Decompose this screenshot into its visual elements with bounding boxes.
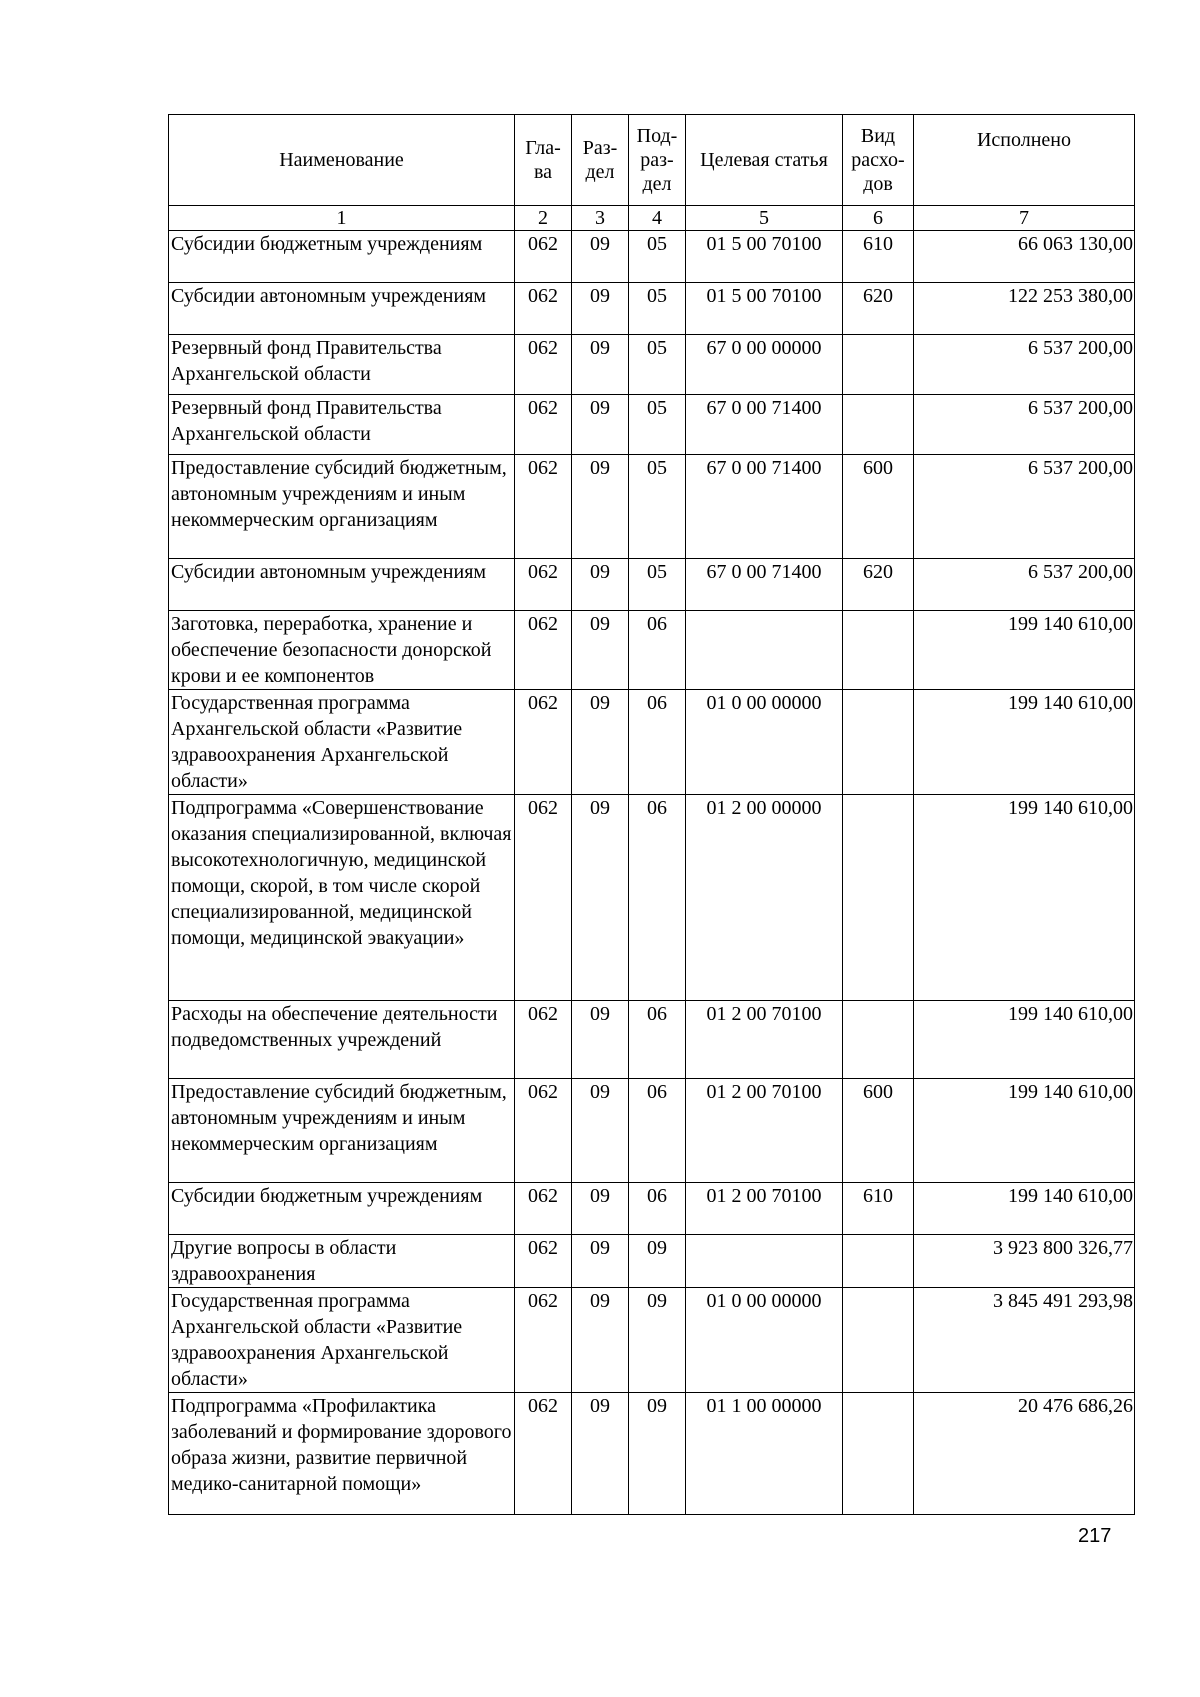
row-target: 01 1 00 00000	[686, 1393, 843, 1515]
header-chapter	[515, 115, 572, 206]
row-target: 01 0 00 00000	[686, 1288, 843, 1393]
row-subsection: 06	[629, 690, 686, 795]
column-number: 6	[843, 206, 914, 231]
row-section: 09	[572, 690, 629, 795]
row-expense-type: 600	[843, 1079, 914, 1183]
row-target	[686, 611, 843, 690]
row-subsection: 06	[629, 1183, 686, 1235]
row-name: Подпрограмма «Совершенствование оказания специализированной, включая высокотехнологичную, медицинской помощи, скорой, в том числе скорой специализированной, медицинской помощи, медицинской эвакуации»	[169, 795, 515, 1001]
row-name: Предоставление субсидий бюджетным, автономным учреждениям и иным некоммерческим организациям	[169, 455, 515, 559]
row-section: 09	[572, 1393, 629, 1515]
row-chapter: 062	[515, 611, 572, 690]
row-subsection: 05	[629, 283, 686, 335]
row-chapter: 062	[515, 283, 572, 335]
row-section: 09	[572, 559, 629, 611]
row-subsection: 09	[629, 1235, 686, 1288]
row-chapter: 062	[515, 1001, 572, 1079]
row-target: 01 5 00 70100	[686, 231, 843, 283]
row-executed: 3 923 800 326,77	[914, 1235, 1135, 1288]
row-chapter: 062	[515, 1079, 572, 1183]
row-chapter: 062	[515, 1183, 572, 1235]
table-row	[169, 1393, 1135, 1515]
row-executed: 6 537 200,00	[914, 455, 1135, 559]
row-name: Государственная программа Архангельской области «Развитие здравоохранения Архангельской области»	[169, 690, 515, 795]
row-subsection: 05	[629, 395, 686, 455]
row-name: Подпрограмма «Профилактика заболеваний и формирование здорового образа жизни, развитие первичной медико-санитарной помощи»	[169, 1393, 515, 1515]
row-target: 01 2 00 70100	[686, 1001, 843, 1079]
table-row	[169, 1001, 1135, 1079]
row-executed: 199 140 610,00	[914, 795, 1135, 1001]
row-name: Другие вопросы в области здравоохранения	[169, 1235, 515, 1288]
row-target: 01 5 00 70100	[686, 283, 843, 335]
row-executed: 199 140 610,00	[914, 690, 1135, 795]
column-number: 3	[572, 206, 629, 231]
table-row	[169, 690, 1135, 795]
row-executed: 6 537 200,00	[914, 335, 1135, 395]
row-expense-type: 620	[843, 559, 914, 611]
row-target: 67 0 00 00000	[686, 335, 843, 395]
budget-table	[168, 114, 1135, 1515]
row-executed: 66 063 130,00	[914, 231, 1135, 283]
header-subsection	[629, 115, 686, 206]
header-executed: Исполнено	[914, 115, 1135, 206]
column-number: 2	[515, 206, 572, 231]
row-section: 09	[572, 455, 629, 559]
header-chapter-text: Гла- ва	[525, 137, 561, 183]
row-chapter: 062	[515, 455, 572, 559]
row-expense-type: 620	[843, 283, 914, 335]
row-section: 09	[572, 1001, 629, 1079]
row-target: 01 2 00 70100	[686, 1183, 843, 1235]
header-section-text: Раз- дел	[582, 137, 618, 183]
row-section: 09	[572, 611, 629, 690]
row-name: Резервный фонд Правительства Архангельской области	[169, 395, 515, 455]
row-subsection: 06	[629, 1079, 686, 1183]
page-number: 217	[1078, 1525, 1112, 1547]
row-chapter: 062	[515, 395, 572, 455]
row-name: Заготовка, переработка, хранение и обеспечение безопасности донорской крови и ее компонентов	[169, 611, 515, 690]
row-subsection: 09	[629, 1288, 686, 1393]
row-expense-type	[843, 1235, 914, 1288]
row-executed: 199 140 610,00	[914, 1183, 1135, 1235]
row-executed: 199 140 610,00	[914, 1079, 1135, 1183]
row-name: Субсидии бюджетным учреждениям	[169, 1183, 515, 1235]
row-section: 09	[572, 1235, 629, 1288]
row-subsection: 09	[629, 1393, 686, 1515]
header-row	[169, 115, 1135, 206]
column-number: 7	[914, 206, 1135, 231]
row-executed: 122 253 380,00	[914, 283, 1135, 335]
table-row	[169, 395, 1135, 455]
row-chapter: 062	[515, 559, 572, 611]
row-chapter: 062	[515, 231, 572, 283]
table-row	[169, 455, 1135, 559]
row-expense-type	[843, 335, 914, 395]
row-expense-type: 610	[843, 231, 914, 283]
row-name: Субсидии автономным учреждениям	[169, 559, 515, 611]
row-subsection: 05	[629, 335, 686, 395]
row-expense-type	[843, 795, 914, 1001]
row-target: 01 2 00 70100	[686, 1079, 843, 1183]
row-expense-type	[843, 611, 914, 690]
header-section	[572, 115, 629, 206]
row-name: Предоставление субсидий бюджетным, автономным учреждениям и иным некоммерческим организациям	[169, 1079, 515, 1183]
row-section: 09	[572, 1079, 629, 1183]
row-target: 67 0 00 71400	[686, 395, 843, 455]
row-section: 09	[572, 795, 629, 1001]
header-expense-type	[843, 115, 914, 206]
row-subsection: 06	[629, 795, 686, 1001]
row-section: 09	[572, 335, 629, 395]
row-subsection: 05	[629, 231, 686, 283]
column-number: 4	[629, 206, 686, 231]
row-section: 09	[572, 283, 629, 335]
row-target: 01 2 00 00000	[686, 795, 843, 1001]
row-chapter: 062	[515, 1393, 572, 1515]
row-executed: 6 537 200,00	[914, 559, 1135, 611]
row-executed: 199 140 610,00	[914, 1001, 1135, 1079]
table-row	[169, 1235, 1135, 1288]
row-subsection: 05	[629, 559, 686, 611]
row-executed: 199 140 610,00	[914, 611, 1135, 690]
table-row	[169, 611, 1135, 690]
column-number-row	[169, 206, 1135, 231]
row-name: Государственная программа Архангельской области «Развитие здравоохранения Архангельской области»	[169, 1288, 515, 1393]
header-name: Наименование	[169, 115, 515, 206]
row-section: 09	[572, 395, 629, 455]
row-name: Резервный фонд Правительства Архангельской области	[169, 335, 515, 395]
row-chapter: 062	[515, 1235, 572, 1288]
row-chapter: 062	[515, 335, 572, 395]
row-section: 09	[572, 231, 629, 283]
row-expense-type	[843, 690, 914, 795]
table-row	[169, 231, 1135, 283]
table-row	[169, 559, 1135, 611]
row-target	[686, 1235, 843, 1288]
table-row	[169, 1183, 1135, 1235]
header-expense-type-text: Вид расхо- дов	[851, 125, 905, 195]
row-subsection: 06	[629, 611, 686, 690]
row-target: 67 0 00 71400	[686, 455, 843, 559]
table-row	[169, 795, 1135, 1001]
column-number: 1	[169, 206, 515, 231]
row-executed: 3 845 491 293,98	[914, 1288, 1135, 1393]
row-executed: 20 476 686,26	[914, 1393, 1135, 1515]
table-row	[169, 1079, 1135, 1183]
row-expense-type: 610	[843, 1183, 914, 1235]
header-target: Целевая статья	[686, 115, 843, 206]
row-section: 09	[572, 1183, 629, 1235]
row-expense-type	[843, 395, 914, 455]
row-target: 01 0 00 00000	[686, 690, 843, 795]
row-section: 09	[572, 1288, 629, 1393]
row-subsection: 05	[629, 455, 686, 559]
row-expense-type	[843, 1393, 914, 1515]
row-expense-type: 600	[843, 455, 914, 559]
row-expense-type	[843, 1288, 914, 1393]
row-name: Субсидии бюджетным учреждениям	[169, 231, 515, 283]
table-row	[169, 335, 1135, 395]
row-name: Субсидии автономным учреждениям	[169, 283, 515, 335]
row-name: Расходы на обеспечение деятельности подведомственных учреждений	[169, 1001, 515, 1079]
row-chapter: 062	[515, 690, 572, 795]
column-number: 5	[686, 206, 843, 231]
table-row	[169, 283, 1135, 335]
header-subsection-text: Под- раз- дел	[636, 125, 678, 195]
table-row	[169, 1288, 1135, 1393]
row-chapter: 062	[515, 1288, 572, 1393]
row-executed: 6 537 200,00	[914, 395, 1135, 455]
row-chapter: 062	[515, 795, 572, 1001]
row-target: 67 0 00 71400	[686, 559, 843, 611]
row-subsection: 06	[629, 1001, 686, 1079]
table-body	[169, 206, 1135, 1515]
row-expense-type	[843, 1001, 914, 1079]
